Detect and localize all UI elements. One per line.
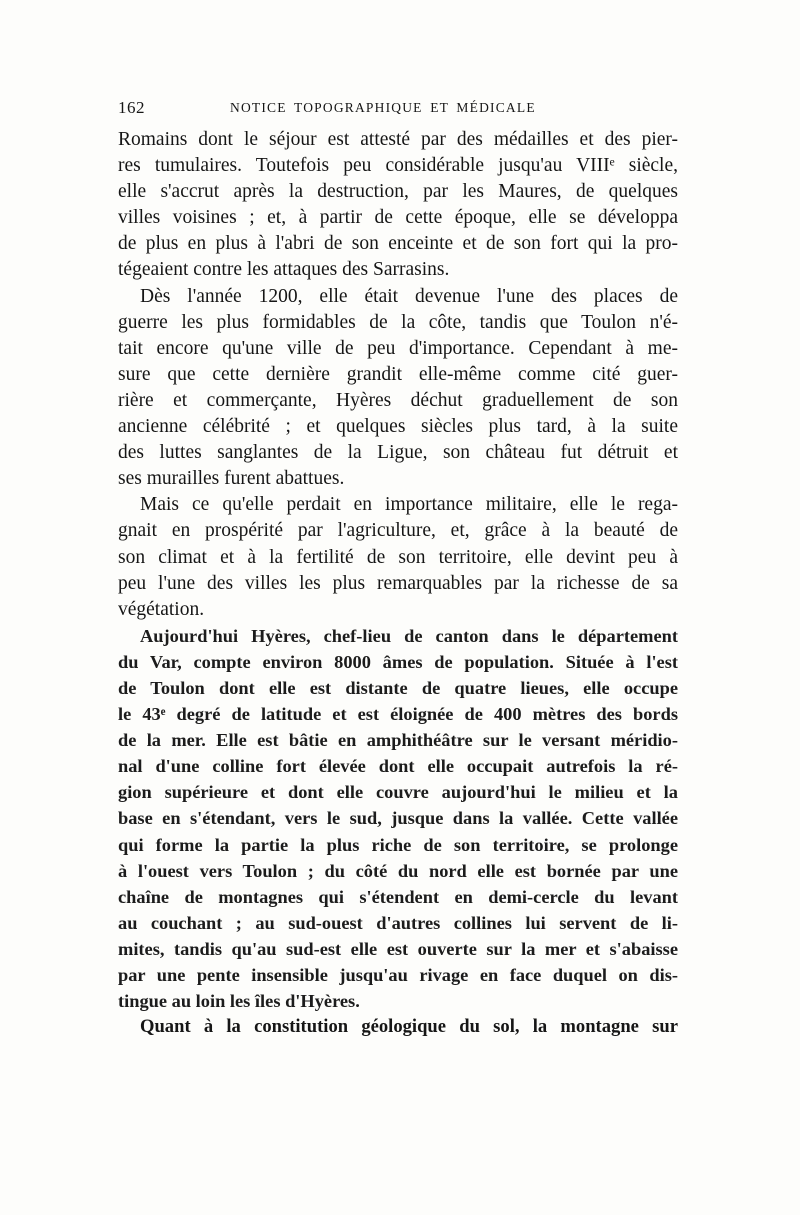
text-line: tingue au loin les îles d'Hyères.: [118, 991, 360, 1012]
text-line: à l'ouest vers Toulon ; du côté du nord elle est bornée par une: [118, 860, 678, 881]
body-text: [118, 127, 678, 1040]
text-line: elle s'accrut après la destruction, par les Maures, de quelques: [118, 181, 678, 203]
text-line: sure que cette dernière grandit elle-même comme cité guer-: [118, 363, 678, 385]
text-line: mites, tandis qu'au sud-est elle est ouverte sur la mer et s'abaisse: [118, 938, 678, 959]
running-head: [118, 98, 678, 122]
running-title: NOTICE TOPOGRAPHIQUE ET MÉDICALE: [230, 100, 536, 115]
text-line: tégeaient contre les attaques des Sarrasins.: [118, 259, 450, 281]
text-line: le 43ᵉ degré de latitude et est éloignée de 400 mètres des bords: [118, 704, 678, 725]
text-line: ancienne célébrité ; et quelques siècles plus tard, à la suite: [118, 416, 678, 438]
text-line: du Var, compte environ 8000 âmes de population. Située à l'est: [118, 651, 678, 672]
text-line: des luttes sanglantes de la Ligue, son château fut détruit et: [118, 442, 678, 464]
text-line: chaîne de montagnes qui s'étendent en demi-cercle du levant: [118, 886, 678, 907]
text-line: base en s'étendant, vers le sud, jusque dans la vallée. Cette vallée: [118, 808, 678, 829]
text-line: rière et commerçante, Hyères déchut graduellement de son: [118, 389, 678, 411]
text-line: au couchant ; au sud-ouest d'autres collines lui servent de li-: [118, 912, 678, 933]
text-line: gnait en prospérité par l'agriculture, et, grâce à la beauté de: [118, 520, 678, 542]
page-number: 162: [118, 98, 145, 117]
text-line: guerre les plus formidables de la côte, tandis que Toulon n'é-: [118, 311, 678, 333]
text-line: tait encore qu'une ville de peu d'importance. Cependant à me-: [118, 337, 678, 359]
text-line: gion supérieure et dont elle couvre aujourd'hui le milieu et la: [118, 782, 678, 803]
text-line: de Toulon dont elle est distante de quatre lieues, elle occupe: [118, 677, 678, 698]
text-line: res tumulaires. Toutefois peu considérable jusqu'au VIIIᵉ siècle,: [118, 155, 678, 177]
paragraph-start-line: Aujourd'hui Hyères, chef-lieu de canton dans le département: [140, 625, 678, 646]
text-line: Romains dont le séjour est attesté par des médailles et des pier-: [118, 129, 678, 150]
text-line: peu l'une des villes les plus remarquables par la richesse de sa: [118, 572, 678, 594]
paragraph-start-line: Dès l'année 1200, elle était devenue l'une des places de: [140, 285, 678, 307]
paragraph-start-line: Quant à la constitution géologique du sol, la montagne sur: [140, 1016, 678, 1038]
text-line: qui forme la partie la plus riche de son territoire, se prolonge: [118, 834, 678, 855]
text-line: villes voisines ; et, à partir de cette époque, elle se développa: [118, 207, 678, 229]
text-line: ses murailles furent abattues.: [118, 468, 345, 490]
text-line: végétation.: [118, 598, 205, 620]
text-line: son climat et à la fertilité de son territoire, elle devint peu à: [118, 546, 678, 568]
text-line: nal d'une colline fort élevée dont elle occupait autrefois la ré-: [118, 756, 678, 777]
text-line: de plus en plus à l'abri de son enceinte et de son fort qui la pro-: [118, 233, 678, 255]
text-line: de la mer. Elle est bâtie en amphithéâtre sur le versant méridio-: [118, 730, 678, 751]
text-line: par une pente insensible jusqu'au rivage en face duquel on dis-: [118, 965, 678, 985]
paragraph-start-line: Mais ce qu'elle perdait en importance militaire, elle le rega-: [140, 494, 678, 516]
